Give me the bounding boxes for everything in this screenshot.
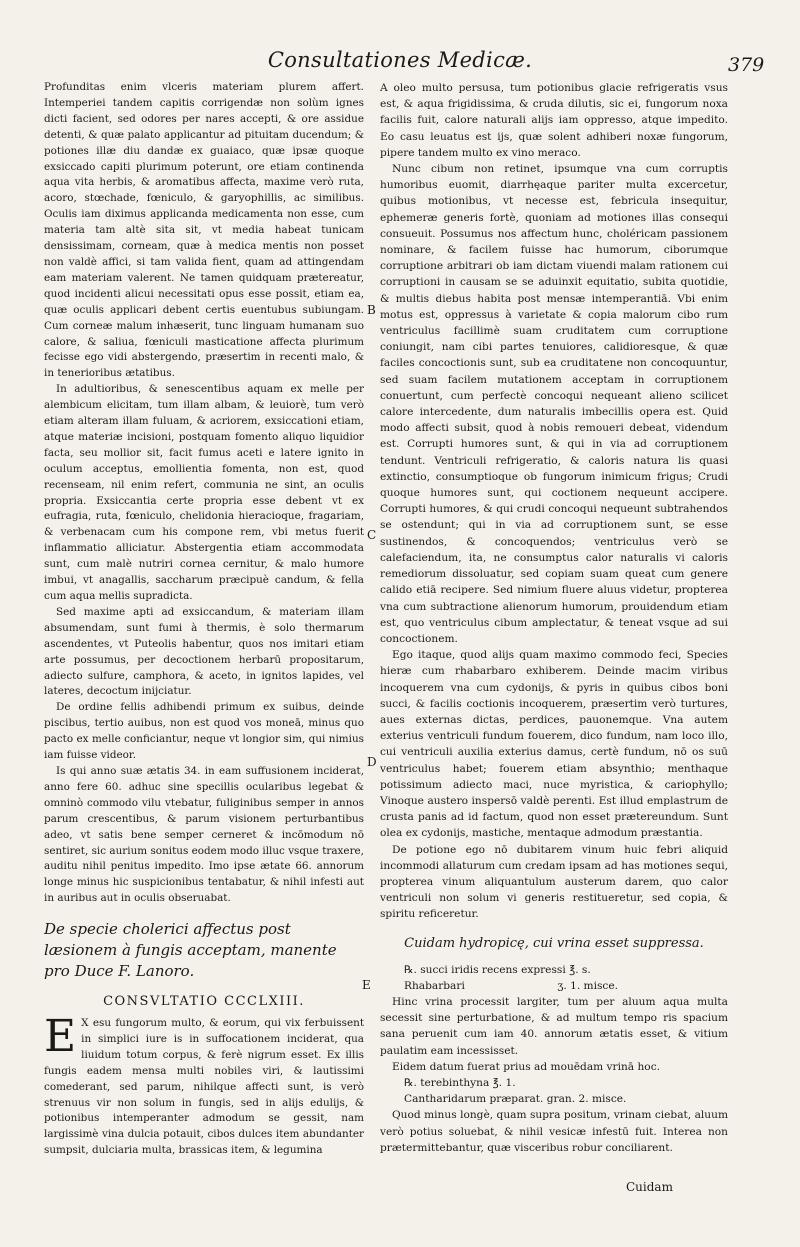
paragraph: Sed maxime apti ad exsiccandum, & materiam illam absumendam, sunt fumi à thermis, è solo thermarum ascendentes, vt Puteolis habentur, quos nos imitari etiam arte possumus, per decoctionem herbarū propositarum, adiecto sulfure, camphora, & aceto, in ignitos lapides, vel lateres, decoctum inijciatur. bbox=[44, 605, 364, 698]
opening-paragraph bbox=[44, 1011, 364, 1159]
section-heading: De specie cholerici affectus post læsionem à fungis acceptam, manente pro Duce F. Lanoro. bbox=[44, 920, 337, 981]
catchword: Cuidam bbox=[626, 1180, 673, 1194]
paragraph: Eidem datum fuerat prius ad mouēdam vrinā hoc. bbox=[392, 1060, 660, 1073]
margin-letter-d: D bbox=[367, 755, 377, 769]
page-number: 379 bbox=[728, 54, 765, 76]
paragraph: Is qui anno suæ ætatis 34. in eam suffusionem inciderat, anno fere 60. adhuc sine specillis ocularibus legebat & omninò commodo vilu vtebatur, fuliginibus semper in annos parum crescentibus, & parum visionem perturbantibus adeo, vt satis bene semper cerneret & incōmodum nō sentiret, sic aurium sonitus eodem modo illuc vsque traxere, auditu nihil penitus impedito. Imo ipse ætate 66. annorum longe minus hic suspicionibus tentabatur, & nihil infesti aut in auribus aut in oculis obseruabat. bbox=[44, 764, 364, 905]
paragraph: Quod minus longè, quam supra positum, vrinam ciebat, aluum verò potius soluebat, & nihil vesicæ infestū fuit. Interea non prætermittebantur, quæ visceribus robur conciliarent. bbox=[380, 1109, 728, 1154]
prescription-line: ℞. succi iridis recens expressi ℥. s. bbox=[404, 963, 591, 976]
dose: ʒ. 1. misce. bbox=[557, 979, 618, 992]
paragraph: Ego itaque, quod alijs quam maximo commodo feci, Species hieræ cum rhabarbaro exhiberem. Deinde macim viribus incoquerem vna cum cydonijs, & pyris in quibus cibos boni succi, & facilis coctionis incoquerem, præsertim verò turtures, aues externas dictas, perdices, pauonemque. Vna autem exterius ventriculi fundum fouerem, dico fundum, nam loco illo, cui ventriculi auxilia exterius damus, certè fundum, nō os suū ventriculus habet; fouerem etiam absynthio; menthaque potissimum adiecto maci, nuce myristica, & cariophyllo; Vinoque austero inspersō valdè perenti. Est illud emplastrum de crusta panis ad id factum, quod non esset prætereundum. Sunt olea ex cydonijs, mastiche, mentaque admodum præstantia. bbox=[380, 649, 728, 840]
paragraph: Profunditas enim vlceris materiam plurem affert. Intemperiei tandem capitis corrigendæ non solùm ignes dicti facient, sed odores per nares accepti, & ore assidue detenti, & quæ palato applicantur ad pituitam ducendum; & potiones illæ diu dandæ ex guaiaco, quæ ipsæ quoque exsiccado capiti plurimum poterunt, ore etiam continenda aqua vita herbis, & aromatibus affecta, maxime verò ruta, acoro, stœchade, fœniculo, & garyophillis, ac similibus. Oculis iam diximus applicanda medicamenta non esse, cum materia tam altè sita sit, vt media habeat tunicam densissimam, corneam, quæ à medica mentis non posset non valdè affici, si tam valida fient, quam ad attingendam eam materiam valerent. Ne tamen quidquam prætereatur, quod incidenti alicui necessitati opus esse possit, etiam ea, quæ oculis applicari debent certis euentubus subiungam. Cum corneæ malum inhæserit, tunc linguam humanam suo calore, & saliua, fœniculi masticatione affecta plurimum fecisse ego vidi abstergendo, præsertim in recenti malo, & in tenerioribus ætatibus. bbox=[44, 81, 364, 380]
prescription-line: ℞. terebinthyna ℥. 1. bbox=[404, 1076, 516, 1089]
consultatio-title: CONSVLTATIO CCCLXIII. bbox=[103, 994, 305, 1010]
paragraph: De potione ego nō dubitarem vinum huic febri aliquid incommodi allaturum cum credam ipsam ad has motiones sequi, propterea vinum aliquantulum austerum darem, quo calor ventriculi non solum vi generis restitueretur, sed copia, & spiritu reficeretur. bbox=[380, 843, 728, 921]
right-column bbox=[380, 80, 728, 1156]
paragraph: In adultioribus, & senescentibus aquam ex melle per alembicum elicitam, tum illam albam, & leuiorè, tum verò etiam alteram illam fuluam, & acriorem, exsiccationi etiam, atque materiæ incisioni, postquam fomento aliquo liquidior facta, seu mollior sit, facit fumus aceti e latere ignito in oculum acceptus, emollientia fomenta, non est, quod recenseam, nil enim refert, communia ne sint, an oculis propria. Exsiccantia certe propria esse debent vt ex eufragia, ruta, fœniculo, chelidonia hieracioque, fragariam, & verbenacam cum his compone rem, vbi metus fuerit inflammatio alliciatur. Abstergentia etiam accommodata sunt, cum malè nutriri cornea cernitur, & malo humore imbui, vt anagallis, saccharum præcipuè candum, & fella cum aqua mellis supradicta. bbox=[44, 383, 364, 602]
prescription-line: Cantharidarum præparat. gran. 2. misce. bbox=[404, 1093, 627, 1106]
left-column bbox=[44, 80, 364, 1159]
margin-letter-c: C bbox=[367, 528, 377, 542]
margin-letter-e: E bbox=[362, 978, 371, 992]
paragraph: Nunc cibum non retinet, ipsumque vna cum corruptis humoribus euomit, diarrhęaque pariter multa excercetur, quibus motionibus, vt necesse est, febricula insequitur, ephemeræ generis fortè, quoniam ad motiones illas consequi consueuit. Possumus nos affectum hunc, choléricam passionem nominare, & facilem fuisse hac humorum, ciborumque corruptione arbitrari ob iam dictam viuendi malam rationem cui corruptioni in causam se se aduinxit equitatio, subita quotidie, & multis diebus habita post mensæ intemperantiā. Vbi enim motus est, oppressus à varietate & copia malorum cibo rum ventriculus facillimè suam cruditatem cum corruptione coniungit, nam cibi partes tenuiores, calidioresque, & quæ faciles concoctionis sunt, sub ea cruditatene non concoquuntur, sed suam facilem mutationem acceptam in corruptionem conuertunt, cum perfectè concoqui nequeant alieno scilicet calore intercedente, dum naturalis imbecillis opera est. Quid modo affecti subsit, quod à nobis remoueri debeat, videndum est. Corrupti humores sunt, & qui in via ad corruptionem tendunt. Ventriculi refrigeratio, & caloris natura lis quasi extinctio, consumptioque ob fungorum inimicum frigus; Crudi quoque humores sunt, qui coctionem nequeunt accipere. Corrupti humores, & qui crudi concoqui nequeunt subtrahendos se ostendunt; qui in via ad corruptionem sunt, se esse sustinendos, & concoquendos; ventriculus verò se calefaciendum, ita, ne consumptus calor naturalis vi caloris remediorum dissoluatur, sed copiam suam queat cum genere calido etiā recipere. Sed nimium fluere aluus videtur, propterea vna cum subtractione alienorum humorum, prouidendum etiam est, quo ventriculus cibum amplectatur, & teneat vsque ad sui concoctionem. bbox=[380, 163, 728, 645]
ingredient: Rhabarbari bbox=[404, 979, 465, 992]
margin-letter-b: B bbox=[367, 303, 376, 317]
drop-cap: E bbox=[44, 1011, 77, 1063]
running-head: Consultationes Medicæ. bbox=[267, 48, 533, 72]
prescription-line bbox=[380, 978, 728, 994]
paragraph: Hinc vrina processit largiter, tum per aluum aqua multa secessit sine perturbatione, & ad multum tempo ris spacium sana peruenit cum iam 40. annorum ætatis esset, & vitium paulatim eam incessisset. bbox=[380, 995, 728, 1057]
paragraph: De ordine fellis adhibendi primum ex suibus, deinde piscibus, tertio auibus, non est quod vos moneā, minus quo pacto ex melle conficiantur, neque vt longior sim, qui nimius iam fuisse videor. bbox=[44, 701, 364, 762]
paragraph: X esu fungorum multo, & eorum, qui vix ferbuissent in simplici iure is in suffocationem inciderat, qua liuidum totum corpus, & ferè nigrum esset. Ex illis fungis eadem mensa multi nobiles viri, & lautissimi comederant, sed parum, nihilque affecti sunt, is verò strenuus vir non solum in fungis, sed in alijs edulijs, & potionibus intemperanter admodum se gessit, nam largissimè vina dulcia potauit, cibos dulces item abundanter sumpsit, dulciaria multa, brassicas item, & legumina bbox=[44, 1017, 364, 1157]
recipe-heading: Cuidam hydropicę, cui vrina esset suppressa. bbox=[404, 935, 704, 951]
paragraph: A oleo multo persusa, tum potionibus glacie refrigeratis vsus est, & aqua frigidissima, & cruda dilutis, sic ei, fungorum noxa facilis fuit, calore naturali alijs iam oppresso, atque impedito. Eo casu leuatus est ijs, quæ solent adhiberi noxæ fungorum, pipere tandem multo ex vino meraco. bbox=[380, 82, 728, 159]
